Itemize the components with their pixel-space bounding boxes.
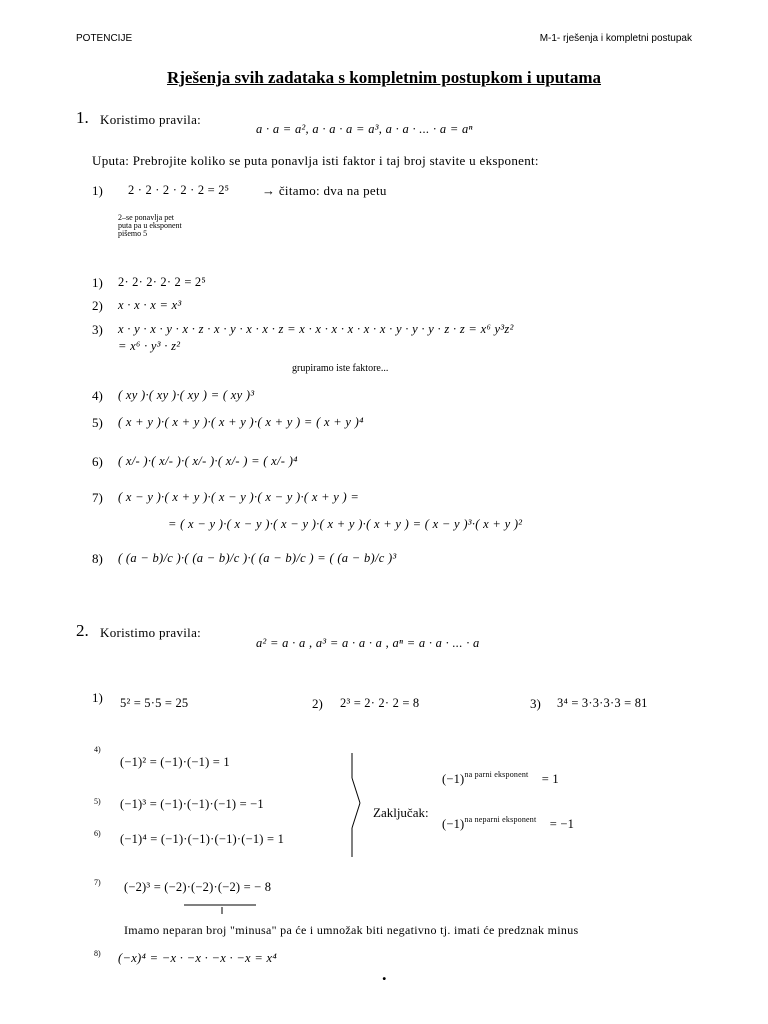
section2-label: Koristimo pravila: — [100, 625, 202, 640]
item-expression: (−1)² = (−1)·(−1) = 1 — [120, 755, 230, 769]
example-number: 1) — [92, 183, 103, 198]
example-reading: → čitamo: dva na petu — [262, 183, 387, 198]
example-note-line: 2–se ponavlja pet — [118, 213, 174, 222]
example-note-line: pišemo 5 — [118, 229, 148, 238]
conclusion-even-base: (−1) — [442, 772, 465, 786]
item-expression: (−1)⁴ = (−1)·(−1)·(−1)·(−1) = 1 — [120, 832, 285, 846]
item7-note: Imamo neparan broj "minusa" pa će i umnožak biti negativno tj. imati će predznak minus — [124, 923, 579, 937]
item-expression: (−2)³ = (−2)·(−2)·(−2) = − 8 — [124, 880, 272, 894]
conclusion-label: Zaključak: — [373, 805, 429, 820]
item-number: 4) — [94, 745, 101, 754]
item-expression: x · x · x = x³ — [118, 298, 182, 312]
item-number: 4) — [92, 388, 103, 403]
item-expression: 5² = 5·5 = 25 — [120, 696, 189, 710]
item-expression-continued: = x⁶ · y³ · z² — [118, 339, 181, 353]
item-expression: ( (a − b)/c )·( (a − b)/c )·( (a − b)/c ) = ( (a − b)/c )³ — [118, 551, 397, 565]
item-number: 8) — [94, 949, 101, 958]
brace-line — [352, 778, 360, 803]
section2-number: 2. — [76, 621, 89, 640]
example-expression: 2 · 2 · 2 · 2 · 2 = 2⁵ — [128, 183, 230, 197]
example-note-line: puta pa u eksponent — [118, 221, 182, 230]
item-number: 2) — [92, 298, 103, 313]
section1-hint: Uputa: Prebrojite koliko se puta ponavlja isti faktor i taj broj stavite u eksponent: — [92, 153, 539, 168]
section1-number: 1. — [76, 108, 89, 127]
item-number: 7) — [94, 878, 101, 887]
header-right: M-1- rješenja i kompletni postupak — [539, 33, 692, 44]
section1-label: Koristimo pravila: — [100, 112, 202, 127]
conclusion-odd-exponent: na neparni eksponent — [464, 815, 537, 824]
page-title: Rješenja svih zadataka s kompletnim postupkom i uputama — [166, 68, 602, 87]
item-number: 7) — [92, 490, 103, 505]
item-expression: ( x/- )·( x/- )·( x/- )·( x/- ) = ( x/- )⁴ — [118, 454, 298, 468]
item-expression: x · y · x · y · x · z · x · y · x · x · z = x · x · x · x · x · x · y · y · y · z · z = x⁶ y³z² — [118, 322, 514, 336]
item-number: 3) — [92, 322, 103, 337]
item-expression: 2³ = 2· 2· 2 = 8 — [340, 696, 420, 710]
conclusion-odd-result: = −1 — [549, 817, 575, 831]
grouping-note: grupiramo iste faktore... — [292, 363, 389, 374]
section1-rules: a · a = a², a · a · a = a³, a · a · ... · a = aⁿ — [256, 122, 473, 136]
conclusion-even-result: = 1 — [541, 772, 559, 786]
page-dot: . — [382, 964, 387, 984]
item-number: 6) — [94, 829, 101, 838]
item-number: 2) — [312, 696, 323, 711]
conclusion-even-exponent: na parni eksponent — [464, 770, 529, 779]
item-number: 5) — [92, 415, 103, 430]
item-expression: 3⁴ = 3·3·3·3 = 81 — [557, 696, 648, 710]
item-number: 1) — [92, 275, 103, 290]
item-expression: (−1)³ = (−1)·(−1)·(−1) = −1 — [120, 797, 264, 811]
item-number: 1) — [92, 690, 103, 705]
item-expression: ( x − y )·( x + y )·( x − y )·( x − y )·( x + y ) = — [118, 490, 360, 504]
conclusion-odd-base: (−1) — [442, 817, 465, 831]
item-expression: ( xy )·( xy )·( xy ) = ( xy )³ — [118, 388, 255, 402]
item-expression-continued: = ( x − y )·( x − y )·( x − y )·( x + y )·( x + y ) = ( x − y )³·( x + y )² — [168, 517, 523, 531]
brace-line — [352, 803, 360, 828]
item-number: 3) — [530, 696, 541, 711]
item-number: 8) — [92, 551, 103, 566]
section2-rules: a² = a · a , a³ = a · a · a , aⁿ = a · a · ... · a — [256, 636, 480, 650]
item-number: 5) — [94, 797, 101, 806]
item-expression: 2· 2· 2· 2· 2 = 2⁵ — [118, 275, 206, 289]
header-left: POTENCIJE — [76, 33, 133, 44]
item-expression: (−x)⁴ = −x · −x · −x · −x = x⁴ — [118, 951, 277, 965]
item-expression: ( x + y )·( x + y )·( x + y )·( x + y ) = ( x + y )⁴ — [118, 415, 364, 429]
item-number: 6) — [92, 454, 103, 469]
